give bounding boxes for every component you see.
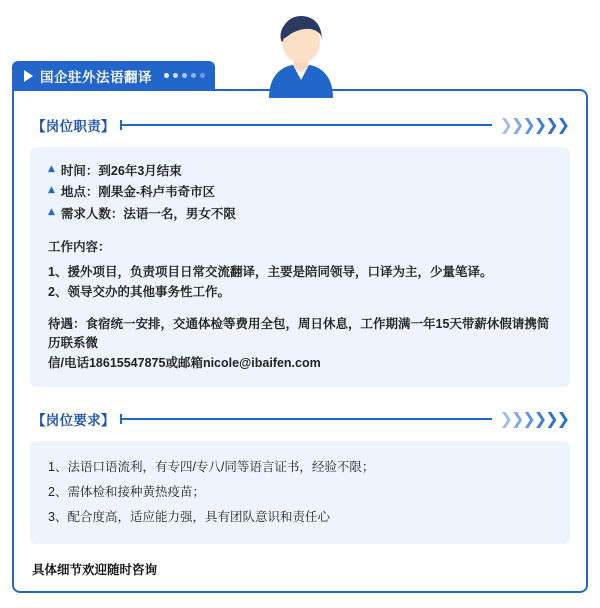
section-header-requirements: [32, 407, 568, 431]
section-divider-line: [121, 124, 492, 126]
job-title-text: 国企驻外法语翻译: [40, 69, 152, 85]
play-triangle-icon: [24, 70, 33, 82]
tab-dots-decoration: [160, 73, 205, 78]
responsibilities-panel: [30, 147, 570, 387]
list-item: [48, 161, 552, 182]
person-avatar-illustration: [255, 10, 347, 98]
bullet-icon: ▲: [48, 164, 55, 174]
job-title-tab: [12, 61, 215, 90]
list-item: [48, 182, 552, 203]
chevron-right-icon-group: ❯ ❯ ❯ ❯ ❯ ❯: [499, 409, 568, 428]
requirements-panel: [30, 441, 570, 544]
bullet-icon: ▲: [48, 185, 55, 196]
section-divider-line: [121, 418, 492, 420]
list-item: [48, 204, 552, 225]
treatment-line-2: 信/电话18615547875或邮箱nicole@ibaifen.com: [48, 355, 321, 370]
list-item-label: 时间：到26年3月结束: [60, 164, 182, 178]
job-posting-card: [12, 89, 588, 593]
requirement-item-3: 3、配合度高，适应能力强，具有团队意识和责任心: [48, 510, 330, 524]
section-title-responsibilities: 【岗位职责】: [32, 119, 115, 134]
requirement-item-1: 1、法语口语流利，有专四/专八/同等语言证书，经验不限；: [48, 460, 375, 474]
section-header-responsibilities: [32, 113, 568, 137]
list-item-label: 需求人数：法语一名，男女不限: [60, 206, 236, 221]
chevron-right-icon-group: ❯ ❯ ❯ ❯ ❯ ❯: [499, 115, 568, 134]
work-content-line-2: 2、领导交办的其他事务性工作。: [48, 284, 230, 299]
closing-note: 具体细节欢迎随时咨询: [32, 563, 158, 577]
requirement-item-2: 2、需体检和接种黄热疫苗；: [48, 485, 205, 499]
list-item-label: 地点：刚果金-科卢韦奇市区: [60, 185, 216, 200]
work-content-line-1: 1、援外项目，负责项目日常交流翻译，主要是陪同领导，口译为主，少量笔译。: [48, 265, 493, 280]
section-title-requirements: 【岗位要求】: [32, 413, 115, 428]
work-content-title: 工作内容：: [48, 239, 111, 254]
bullet-icon: ▲: [48, 206, 55, 217]
treatment-line-1: 待遇：食宿统一安排，交通体检等费用全包，周日休息，工作期满一年15天带薪休假请携简历联系微: [48, 316, 550, 351]
